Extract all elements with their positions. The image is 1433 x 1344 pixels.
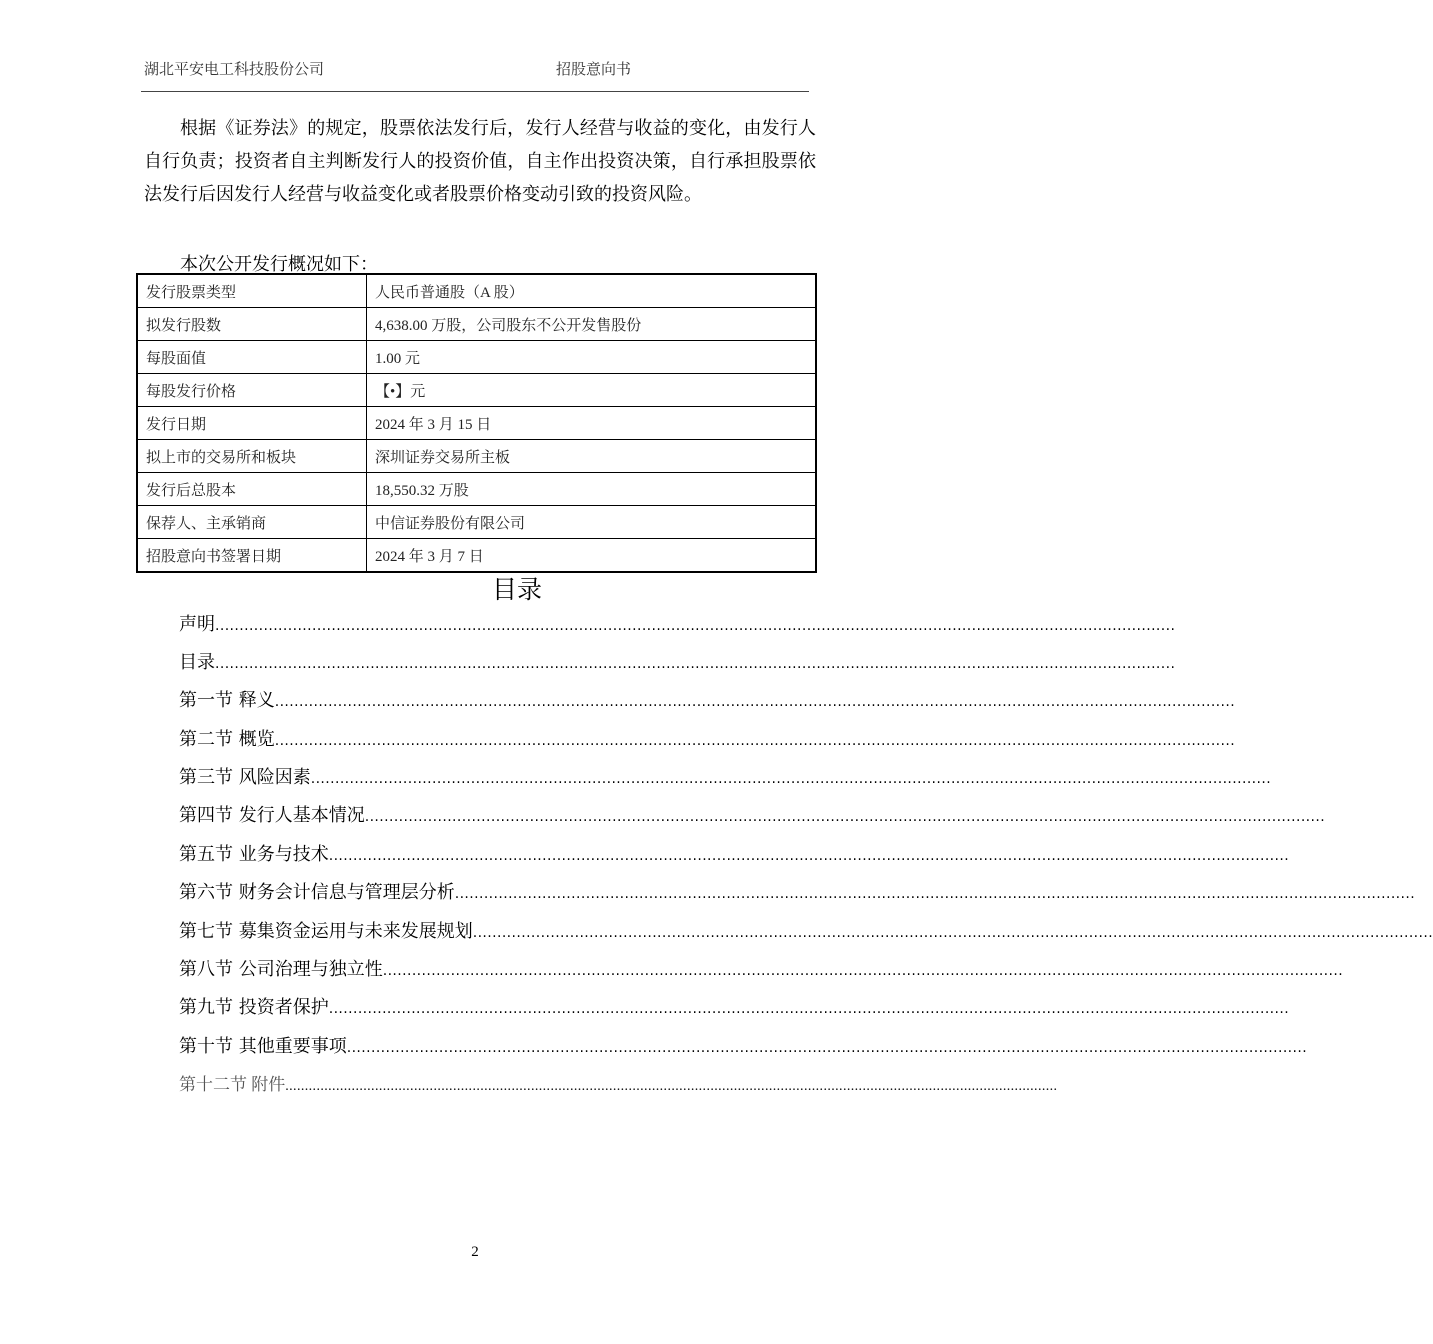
leader-dots: ...................................................................................................................................................................................................... [454, 886, 1416, 902]
header-divider [141, 91, 809, 92]
row-label: 保荐人、主承销商 [137, 506, 367, 539]
row-label: 发行后总股本 [137, 473, 367, 506]
leader-dots: ...................................................................................................................................................................................................... [215, 618, 1176, 634]
toc-entry-label: 声明 [179, 614, 215, 635]
toc-entry-label: 第三节 风险因素 [179, 767, 311, 788]
toc-entry[interactable] [179, 686, 1236, 711]
toc-entry-label: 第七节 募集资金运用与未来发展规划 [179, 921, 473, 942]
row-label: 发行股票类型 [137, 274, 367, 308]
row-value: 4,638.00 万股，公司股东不公开发售股份 [367, 308, 817, 341]
leader-dots: ...................................................................................................................................................................................................... [364, 809, 1326, 825]
toc-entry-label: 第九节 投资者保护 [179, 997, 329, 1018]
header-doc-title: 招股意向书 [556, 62, 632, 78]
toc-entry[interactable] [179, 801, 1326, 826]
offering-overview-table [136, 273, 817, 573]
table-row [137, 274, 816, 308]
leader-dots: ...................................................................................................................................................................................................... [328, 848, 1290, 864]
row-value: 1.00 元 [367, 341, 817, 374]
toc-entry[interactable] [179, 1070, 1058, 1094]
toc-entry[interactable] [179, 648, 1176, 673]
overview-intro: 本次公开发行概况如下： [180, 254, 378, 274]
leader-dots: ...................................................................................................................................................................................................... [472, 925, 1433, 941]
leader-dots: ...................................................................................................................................................................................................... [285, 1079, 1058, 1094]
toc-entry-label: 第四节 发行人基本情况 [179, 805, 365, 826]
toc-entry-label: 第五节 业务与技术 [179, 844, 329, 865]
toc-entry[interactable] [179, 878, 1416, 903]
row-label: 每股面值 [137, 341, 367, 374]
toc-entry[interactable] [179, 725, 1236, 750]
row-value: 人民币普通股（A 股） [367, 274, 817, 308]
row-label: 拟发行股数 [137, 308, 367, 341]
table-row [137, 506, 816, 539]
toc-entry[interactable] [179, 610, 1176, 635]
table-row [137, 308, 816, 341]
toc-entry[interactable] [179, 763, 1272, 788]
toc-entry-label: 第一节 释义 [179, 690, 275, 711]
toc-entry-label: 第八节 公司治理与独立性 [179, 959, 383, 980]
row-value: 2024 年 3 月 7 日 [367, 539, 817, 573]
table-row [137, 440, 816, 473]
row-label: 拟上市的交易所和板块 [137, 440, 367, 473]
toc-entry-label: 第十节 其他重要事项 [179, 1036, 347, 1057]
toc-entry-label: 第二节 概览 [179, 729, 275, 750]
table-row [137, 341, 816, 374]
toc-entry[interactable] [179, 917, 1433, 942]
toc-entry[interactable] [179, 993, 1290, 1018]
leader-dots: ...................................................................................................................................................................................................... [328, 1001, 1290, 1017]
toc-title: 目录 [491, 575, 542, 604]
header-company: 湖北平安电工科技股份公司 [144, 62, 325, 78]
row-label: 发行日期 [137, 407, 367, 440]
row-label: 每股发行价格 [137, 374, 367, 407]
statement-paragraph: 根据《证券法》的规定，股票依法发行后，发行人经营与收益的变化，由发行人自行负责；投资者自主判断发行人的投资价值，自主作出投资决策，自行承担股票依法发行后因发行人经营与收益变化或者股票价格变动引致的投资风险。 [144, 118, 816, 204]
toc-entry-label: 目录 [179, 652, 215, 673]
table-row [137, 407, 816, 440]
leader-dots: ...................................................................................................................................................................................................... [382, 963, 1344, 979]
table-row [137, 374, 816, 407]
toc-entry-label: 第六节 财务会计信息与管理层分析 [179, 882, 455, 903]
leader-dots: ...................................................................................................................................................................................................... [274, 733, 1236, 749]
toc-entry[interactable] [179, 840, 1290, 865]
toc-entry[interactable] [179, 1032, 1308, 1057]
toc-entry-label: 第十二节 附件 [179, 1075, 286, 1094]
table-row [137, 539, 816, 573]
toc-entry[interactable] [179, 955, 1344, 980]
table-row [137, 473, 816, 506]
page-number: 2 [471, 1244, 479, 1260]
row-value: 深圳证券交易所主板 [367, 440, 817, 473]
row-value: 中信证券股份有限公司 [367, 506, 817, 539]
leader-dots: ...................................................................................................................................................................................................... [215, 656, 1176, 672]
leader-dots: ...................................................................................................................................................................................................... [310, 771, 1272, 787]
row-value: 【•】元 [367, 374, 817, 407]
row-label: 招股意向书签署日期 [137, 539, 367, 573]
row-value: 2024 年 3 月 15 日 [367, 407, 817, 440]
row-value: 18,550.32 万股 [367, 473, 817, 506]
leader-dots: ...................................................................................................................................................................................................... [274, 694, 1236, 710]
leader-dots: ...................................................................................................................................................................................................... [346, 1040, 1308, 1056]
